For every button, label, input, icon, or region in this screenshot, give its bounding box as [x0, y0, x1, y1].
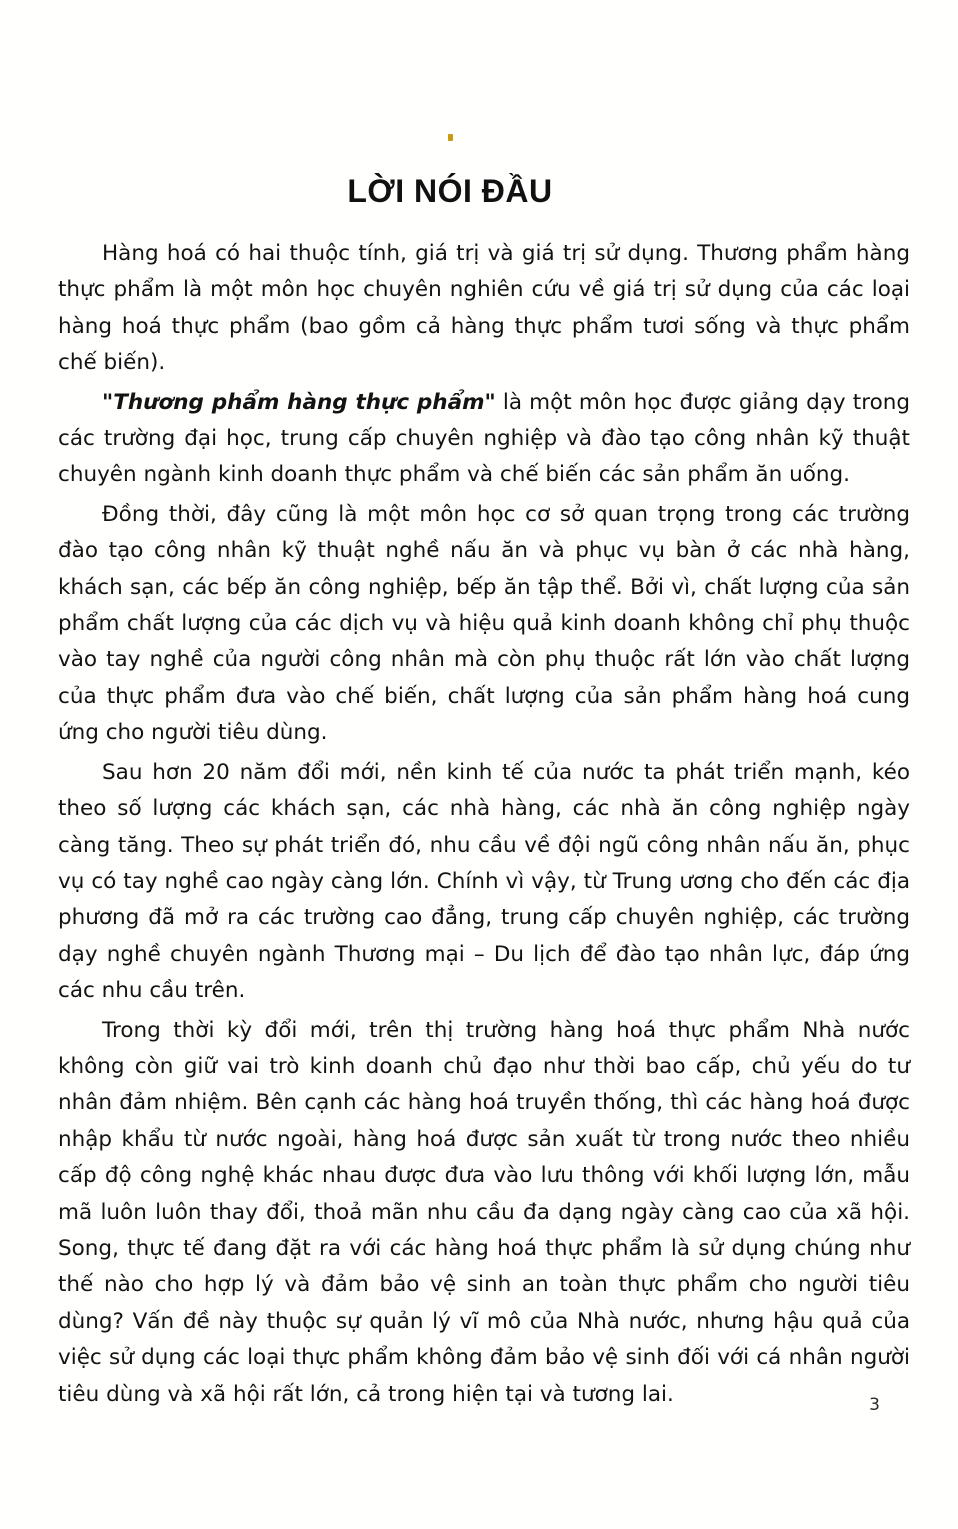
paragraph-2-rest: là một môn học được giảng dạy trong các trường đại học, trung cấp chuyên nghiệp và đào tạo công nhân kỹ thuật chuyên ngành kinh doanh thực phẩm và chế biến các sản phẩm ăn uống.	[58, 389, 911, 488]
paragraph-2-quote: "Thương phẩm hàng thực phẩm"	[102, 389, 496, 415]
title-accent-dot	[448, 134, 453, 141]
paragraph-1: Hàng hoá có hai thuộc tính, giá trị và giá trị sử dụng. Thương phẩm hàng thực phẩm là một môn học chuyên nghiên cứu về giá trị sử dụng của các loại hàng hoá thực phẩm (bao gồm cả hàng thực phẩm tươi sống và thực phẩm chế biến).	[58, 241, 910, 376]
page-title: LỜI NÓI ĐẦU	[347, 173, 553, 210]
paragraph-3: Đồng thời, đây cũng là một môn học cơ sở quan trọng trong các trường đào tạo công nhân kỹ thuật nghề nấu ăn và phục vụ bàn ở các nhà hàng, khách sạn, các bếp ăn công nghiệp, bếp ăn tập thể. Bởi vì, chất lượng của sản phẩm chất lượng của các dịch vụ và hiệu quả kinh doanh không chỉ phụ thuộc vào tay nghề của người công nhân mà còn phụ thuộc rất lớn vào chất lượng của thực phẩm đưa vào chế biến, chất lượng của sản phẩm hàng hoá cung ứng cho người tiêu dùng.	[58, 501, 910, 746]
paragraph-5: Trong thời kỳ đổi mới, trên thị trường hàng hoá thực phẩm Nhà nước không còn giữ vai trò kinh doanh chủ đạo như thời bao cấp, chủ yếu do tư nhân đảm nhiệm. Bên cạnh các hàng hoá truyền thống, thì các hàng hoá được nhập khẩu từ nước ngoài, hàng hoá được sản xuất từ trong nước theo nhiều cấp độ công nghệ khác nhau được đưa vào lưu thông với khối lượng lớn, mẫu mã luôn luôn thay đổi, thoả mãn nhu cầu đa dạng ngày càng cao của xã hội. Song, thực tế đang đặt ra với các hàng hoá thực phẩm là sử dụng chúng như thế nào cho hợp lý và đảm bảo vệ sinh an toàn thực phẩm cho người tiêu dùng? Vấn đề này thuộc sự quản lý vĩ mô của Nhà nước, nhưng hậu quả của việc sử dụng các loại thực phẩm không đảm bảo vệ sinh đối với cá nhân người tiêu dùng và xã hội rất lớn, cả trong hiện tại và tương lai.	[58, 1017, 910, 1407]
paragraph-4: Sau hơn 20 năm đổi mới, nền kinh tế của nước ta phát triển mạnh, kéo theo số lượng các khách sạn, các nhà hàng, các nhà ăn công nghiệp ngày càng tăng. Theo sự phát triển đó, nhu cầu về đội ngũ công nhân nấu ăn, phục vụ có tay nghề cao ngày càng lớn. Chính vì vậy, từ Trung ương cho đến các địa phương đã mở ra các trường cao đẳng, trung cấp chuyên nghiệp, các trường dạy nghề chuyên ngành Thương mại – Du lịch để đào tạo nhân lực, đáp ứng các nhu cầu trên.	[58, 759, 910, 1004]
paragraph-2	[58, 385, 910, 494]
body-text	[58, 236, 910, 1416]
page-number: 3	[869, 1395, 880, 1415]
